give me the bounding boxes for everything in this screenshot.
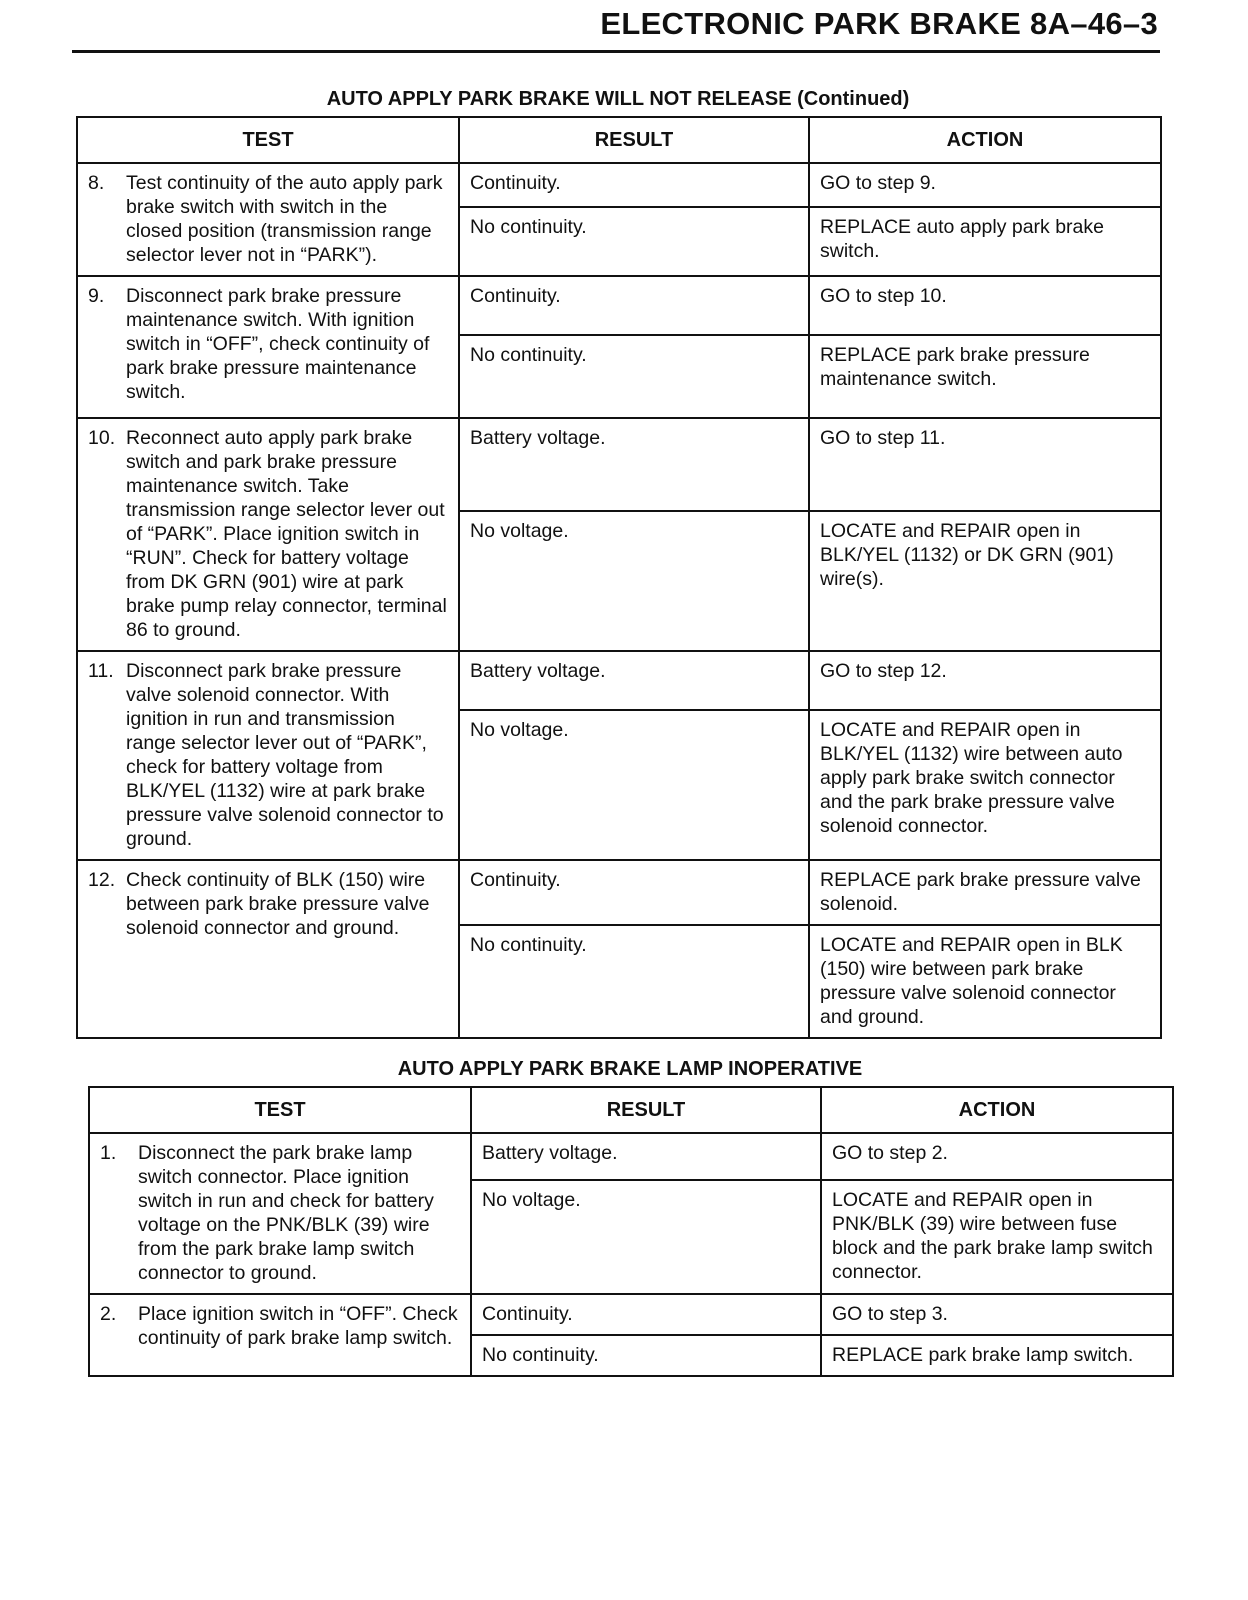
result-cell: No voltage. xyxy=(459,710,809,860)
test-cell xyxy=(77,860,459,1038)
action-cell: GO to step 3. xyxy=(821,1294,1173,1335)
table-header-row xyxy=(77,117,1161,163)
step-number: 9. xyxy=(88,285,105,307)
table-row xyxy=(77,418,1161,511)
section-will-not-release xyxy=(76,88,1160,1039)
column-header-action: ACTION xyxy=(821,1087,1173,1133)
action-cell: LOCATE and REPAIR open in BLK (150) wire between park brake pressure valve solenoid connector and ground. xyxy=(809,925,1161,1038)
diagnostic-table xyxy=(88,1086,1174,1377)
table-row xyxy=(89,1133,1173,1180)
test-text: Place ignition switch in “OFF”. Check continuity of park brake lamp switch. xyxy=(138,1303,458,1349)
step-number: 12. xyxy=(88,869,116,891)
action-cell: LOCATE and REPAIR open in BLK/YEL (1132) wire between auto apply park brake switch connector and the park brake pressure valve solenoid connector. xyxy=(809,710,1161,860)
step-number: 10. xyxy=(88,427,116,449)
action-cell: REPLACE park brake pressure maintenance switch. xyxy=(809,335,1161,418)
table-row xyxy=(77,276,1161,335)
action-cell: GO to step 11. xyxy=(809,418,1161,511)
test-cell xyxy=(77,276,459,418)
action-cell: REPLACE park brake pressure valve solenoid. xyxy=(809,860,1161,925)
table-row xyxy=(77,860,1161,925)
section-title: AUTO APPLY PARK BRAKE LAMP INOPERATIVE xyxy=(397,1058,863,1080)
test-cell xyxy=(89,1133,471,1294)
result-cell: No continuity. xyxy=(459,925,809,1038)
test-text: Test continuity of the auto apply park brake switch with switch in the closed position (transmission range selector lever not in “PARK”). xyxy=(126,172,443,266)
action-cell: LOCATE and REPAIR open in BLK/YEL (1132) or DK GRN (901) wire(s). xyxy=(809,511,1161,651)
action-cell: GO to step 12. xyxy=(809,651,1161,710)
result-cell: Battery voltage. xyxy=(459,418,809,511)
table-row xyxy=(77,163,1161,207)
test-text: Disconnect park brake pressure maintenance switch. With ignition switch in “OFF”, check continuity of park brake pressure maintenance switch. xyxy=(126,285,430,403)
action-cell: GO to step 9. xyxy=(809,163,1161,207)
column-header-test: TEST xyxy=(89,1087,471,1133)
section-title: AUTO APPLY PARK BRAKE WILL NOT RELEASE (Continued) xyxy=(326,88,910,110)
page-header: ELECTRONIC PARK BRAKE 8A–46–3 xyxy=(600,6,1158,41)
action-cell: GO to step 2. xyxy=(821,1133,1173,1180)
action-cell: REPLACE park brake lamp switch. xyxy=(821,1335,1173,1376)
table-row xyxy=(89,1294,1173,1335)
result-cell: Battery voltage. xyxy=(471,1133,821,1180)
header-rule xyxy=(72,50,1160,53)
result-cell: No voltage. xyxy=(471,1180,821,1294)
result-cell: Continuity. xyxy=(459,860,809,925)
step-number: 8. xyxy=(88,172,105,194)
result-cell: Continuity. xyxy=(459,276,809,335)
column-header-result: RESULT xyxy=(459,117,809,163)
table-row xyxy=(77,651,1161,710)
step-number: 11. xyxy=(88,660,114,682)
result-cell: Continuity. xyxy=(459,163,809,207)
diagnostic-table xyxy=(76,116,1162,1039)
step-number: 1. xyxy=(100,1142,117,1164)
result-cell: No continuity. xyxy=(471,1335,821,1376)
column-header-result: RESULT xyxy=(471,1087,821,1133)
test-cell xyxy=(77,418,459,651)
step-number: 2. xyxy=(100,1303,117,1325)
result-cell: No continuity. xyxy=(459,207,809,276)
test-text: Check continuity of BLK (150) wire between park brake pressure valve solenoid connector and ground. xyxy=(126,869,430,939)
result-cell: No continuity. xyxy=(459,335,809,418)
action-cell: LOCATE and REPAIR open in PNK/BLK (39) wire between fuse block and the park brake lamp switch connector. xyxy=(821,1180,1173,1294)
table-header-row xyxy=(89,1087,1173,1133)
action-cell: REPLACE auto apply park brake switch. xyxy=(809,207,1161,276)
column-header-test: TEST xyxy=(77,117,459,163)
test-cell xyxy=(77,651,459,860)
test-text: Disconnect park brake pressure valve solenoid connector. With ignition in run and transmission range selector lever out of “PARK”, check for battery voltage from BLK/YEL (1132) wire at park brake pressure valve solenoid connector to ground. xyxy=(126,660,444,850)
test-text: Disconnect the park brake lamp switch connector. Place ignition switch in run and check for battery voltage on the PNK/BLK (39) wire from the park brake lamp switch connector to ground. xyxy=(138,1142,434,1284)
test-text: Reconnect auto apply park brake switch and park brake pressure maintenance switch. Take transmission range selector lever out of “PARK”. Place ignition switch in “RUN”. Check for battery voltage from DK GRN (901) wire at park brake pump relay connector, terminal 86 to ground. xyxy=(126,427,447,641)
test-cell xyxy=(77,163,459,276)
section-lamp-inoperative xyxy=(88,1058,1172,1377)
test-cell xyxy=(89,1294,471,1376)
result-cell: Continuity. xyxy=(471,1294,821,1335)
action-cell: GO to step 10. xyxy=(809,276,1161,335)
column-header-action: ACTION xyxy=(809,117,1161,163)
result-cell: Battery voltage. xyxy=(459,651,809,710)
result-cell: No voltage. xyxy=(459,511,809,651)
